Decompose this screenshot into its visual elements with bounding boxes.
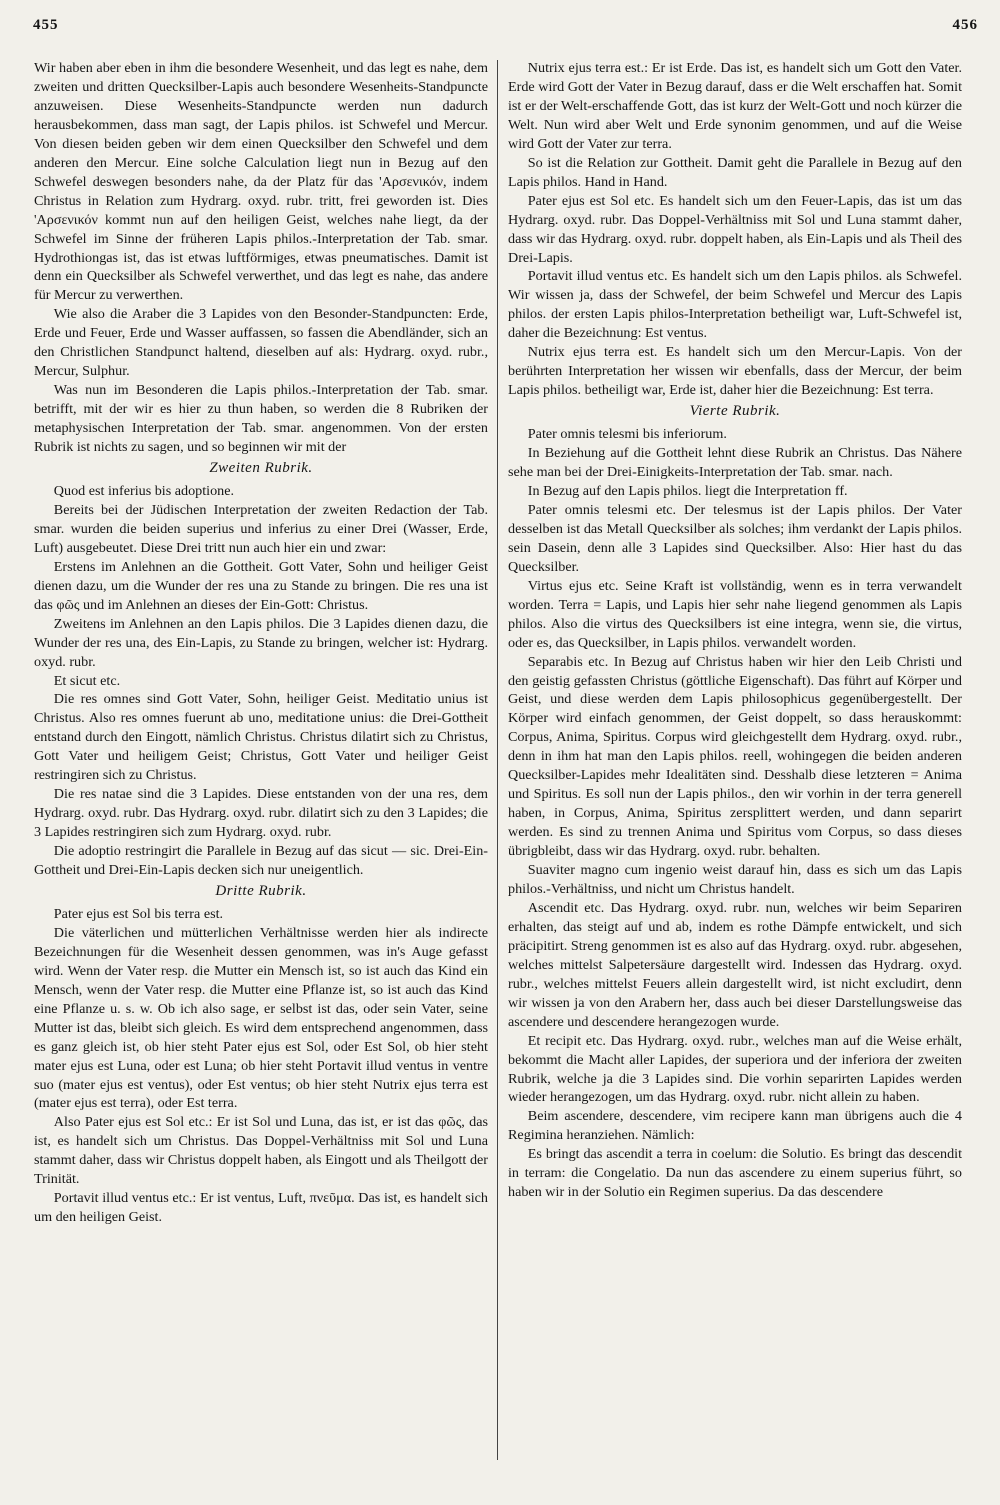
- paragraph: Zweitens im Anlehnen an den Lapis philos. Die 3 Lapides dienen dazu, die Wunder der res una, des Ein-Lapis, zu Stande zu bringen, welcher ist: Hydrarg. oxyd. rubr.: [34, 615, 488, 670]
- paragraph: In Bezug auf den Lapis philos. liegt die Interpretation ff.: [527, 482, 848, 499]
- paragraph: Bereits bei der Jüdischen Interpretation der zweiten Redaction der Tab. smar. wurden die beiden superius und inferius zu einer Drei (Wasser, Erde, Luft) ausgebeutet. Diese Drei tritt nun auch hier ein und zwar:: [34, 501, 488, 556]
- paragraph: Et recipit etc. Das Hydrarg. oxyd. rubr., welches man auf die Weise erhält, bekommt die Macht aller Lapides, der superiora und der inferiora der zweiten Rubrik, welche ja die 3 Lapides sind. Die vorhin separirten Lapides werden wieder herangezogen, um das Hydrarg. oxyd. rubr. nicht allein zu haben.: [508, 1032, 962, 1106]
- paragraph: Quod est inferius bis adoptione.: [53, 482, 235, 499]
- paragraph: Pater omnis telesmi etc. Der telesmus ist der Lapis philos. Der Vater desselben ist das Metall Quecksilber als solches; ihm verdankt der Lapis philos. sein Dasein, denn alle 3 Lapides sind Quecksilber. Also: Hier hast du das Quecksilber.: [508, 501, 962, 575]
- paragraph: Die res natae sind die 3 Lapides. Diese entstanden von der una res, dem Hydrarg. oxyd. rubr. Das Hydrarg. oxyd. rubr. dilatirt sich zu den 3 Lapides; die 3 Lapides restringiren sich zum Hydrarg. oxyd. rubr.: [34, 786, 488, 841]
- paragraph: Wie also die Araber die 3 Lapides von den Besonder-Standpuncten: Erde, Erde und Feuer, Erde und Wasser auffassen, so fassen die Abendländer, sich an den Christlichen Standpunct haltend, dieselben auf als: Hydrarg. oxyd. rubr., Mercur, Sulphur.: [34, 306, 488, 380]
- paragraph: Also Pater ejus est Sol etc.: Er ist Sol und Luna, das ist, er ist das φῶς, das ist, es handelt sich um Christus. Das Doppel-Verhältniss mit Sol und Luna stammt daher, dass wir Christus doppelt haben, als Eingott und als Theilgott der Trinität.: [34, 1114, 488, 1188]
- paragraph: In Beziehung auf die Gottheit lehnt diese Rubrik an Christus. Das Nähere sehe man bei der Drei-Einigkeits-Interpretation der Tab. smar. nach.: [508, 445, 962, 481]
- paragraph: Ascendit etc. Das Hydrarg. oxyd. rubr. nun, welches wir beim Separiren erhalten, das steigt auf und ab, indem es rothe Dämpfe entwickelt, und sich präcipitirt. Streng genommen ist es also auf das Hydrarg. oxyd. rubr. abgesehen, welches mittelst Salpetersäure dargestellt wird. Indessen das Hydrarg. oxyd. rubr., welches mittelst Feuers allein dargestellt wird, ist nicht excludirt, denn wir wissen ja von den Arabern her, dass auch bei dieser Darstellungsweise das ascendere und descendere herangezogen wurde.: [508, 899, 962, 1030]
- page-number-right: 456: [952, 17, 978, 33]
- page-number-left: 455: [33, 17, 59, 33]
- paragraph: Pater omnis telesmi bis inferiorum.: [527, 426, 727, 443]
- paragraph: Es bringt das ascendit a terra in coelum: die Solutio. Es bringt das descendit in terram: die Congelatio. Da nun das ascendere zu einem superius führt, so haben wir in der Solutio ein Regimen superius. Da das descendere: [508, 1146, 962, 1201]
- paragraph: Virtus ejus etc. Seine Kraft ist vollständig, wenn es in terra verwandelt worden. Terra = Lapis, und Lapis hier sehr nahe liegend genommen als Lapis philos. Also die virtus des Quecksilbers ist eine integra, wenn sie, die virtus, oder es, das Quecksilber, in Lapis philos. verwandelt worden.: [508, 577, 962, 651]
- paragraph: Separabis etc. In Bezug auf Christus haben wir hier den Leib Christi und den geistig gefassten Christus (göttliche Eigenschaft). Das führt auf Körper und Geist, und diese werden dem Lapis philosophicus gegenübergestellt. Der Körper wird einfach genommen, der Geist doppelt, so dass herauskommt: Corpus, Anima, Spiritus. Corpus wird gleichgestellt dem Hydrarg. oxyd. rubr., denn in ihm hat man den Lapis philos. reell, wohingegen die beiden anderen Quecksilber-Lapides mehr Idealitäten sind. Desshalb diese letzteren = Anima und Spiritus. Es soll nun der Lapis philos., den wir vorhin in der terra generell haben, in Corpus, Anima, Spiritus zersplittert werden, und dann separirt werden. Es sind zu trennen Anima und Spiritus vom Corpus, so dass dieses übrigbleibt, dass wir das Hydrarg. oxyd. rubr. behalten.: [508, 653, 962, 860]
- section-heading-dritte-rubrik: Dritte Rubrik.: [215, 882, 307, 899]
- column-divider: [497, 60, 498, 1460]
- paragraph: Erstens im Anlehnen an die Gottheit. Gott Vater, Sohn und heiliger Geist dienen dazu, um die Wunder der res una zu Stande zu bringen. Die res una ist das φῶς und im Anlehnen an dieses der Ein-Gott: Christus.: [34, 558, 488, 613]
- paragraph: Wir haben aber eben in ihm die besondere Wesenheit, und das legt es nahe, dem zweiten und dritten Quecksilber-Lapis auch besondere Wesenheits-Standpuncte anzuweisen. Diese Wesenheits-Standpuncte werden nun dadurch herausbekommen, dass man sagt, der Lapis philos. ist Schwefel und Mercur. Von diesen beiden geben wir dem einen Quecksilber den Schwefel und dem anderen den Mercur. Eine solche Calculation liegt nun in Bezug auf den Schwefel deswegen besonders nahe, da der Platz für das 'Αρσενικόν, indem Christus in Relation zum Hydrarg. oxyd. rubr. tritt, frei geworden ist. Dies 'Αρσενικόν kommt nun auf den heiligen Geist, welches nahe liegt, da der Schwefel im Sinne der früheren Lapis philos.-Interpretation der Tab. smar. Hydrothiongas ist, das ist etwas luftförmiges, etwas pneumatisches. Damit ist denn ein Quecksilber als Schwefel verwerthet, und das legt es nahe, das andere für Mercur zu verwerthen.: [34, 60, 488, 304]
- paragraph: Pater ejus est Sol bis terra est.: [53, 905, 224, 922]
- paragraph: Beim ascendere, descendere, vim recipere kann man übrigens auch die 4 Regimina heranziehen. Nämlich:: [508, 1108, 962, 1144]
- paragraph: Die väterlichen und mütterlichen Verhältnisse werden hier als indirecte Bezeichnungen für die Wesenheit dessen genommen, was in's Auge gefasst wird. Wenn der Vater resp. die Mutter ein Mensch ist, so ist auch das Kind ein Mensch, wenn der Vater resp. die Mutter eine Pflanze ist, so ist auch das Kind eine Pflanze u. s. w. Ob ich also sage, er selbst ist das, oder sein Vater, seine Mutter ist das, bleibt sich gleich. Es wird dem entsprechend angenommen, dass es ganz gleich ist, ob hier steht Pater ejus est Sol, oder Est Sol, ob hier steht mater ejus est Luna, oder est Luna; ob hier steht Portavit illud ventus in ventre suo (mater ejus est ventus), oder Est ventus; ob hier steht Nutrix ejus terra est (mater ejus est terra), oder Est terra.: [34, 924, 488, 1112]
- paragraph: Die adoptio restringirt die Parallele in Bezug auf das sicut — sic. Drei-Ein-Gottheit und Drei-Ein-Lapis decken sich nur uneigentlich.: [34, 843, 488, 879]
- paragraph: Suaviter magno cum ingenio weist darauf hin, dass es sich um das Lapis philos.-Verhältniss, und nicht um Christus handelt.: [508, 862, 962, 897]
- paragraph: Portavit illud ventus etc.: Er ist ventus, Luft, πνεῦμα. Das ist, es handelt sich um den heiligen Geist.: [34, 1190, 488, 1226]
- section-heading-vierte-rubrik: Vierte Rubrik.: [689, 403, 781, 420]
- paragraph: Portavit illud ventus etc. Es handelt sich um den Lapis philos. als Schwefel. Wir wissen ja, dass der Schwefel, der beim Schwefel und Mercur des Lapis philos. der ersten Lapis philos-Interpretation betheiligt war, Luft-Schwefel ist, daher die Bezeichnung: Est ventus.: [508, 268, 962, 342]
- paragraph: Was nun im Besonderen die Lapis philos.-Interpretation der Tab. smar. betrifft, mit der wir es hier zu thun haben, so werden die 8 Rubriken der metaphysischen Interpretation der Tab. smar. angenommen. Von der ersten Rubrik ist nichts zu sagen, und so beginnen wir mit der: [34, 382, 488, 456]
- paragraph: Pater ejus est Sol etc. Es handelt sich um den Feuer-Lapis, das ist um das Hydrarg. oxyd. rubr. Das Doppel-Verhältniss mit Sol und Luna stammt daher, dass wir das Hydrarg. oxyd. rubr. doppelt haben, als Ein-Lapis und als Theil des Drei-Lapis.: [508, 192, 962, 266]
- left-column: [34, 59, 488, 1227]
- paragraph: Die res omnes sind Gott Vater, Sohn, heiliger Geist. Meditatio unius ist Christus. Also res omnes fuerunt ab uno, meditatione unius: die Drei-Gottheit entstand durch den Eingott, nämlich Christus. Christus dilatirt sich zu Christus, Gott Vater und heiligem Geist; Christus, Gott Vater und heiliger Geist restringiren sich zu Christus.: [34, 691, 488, 784]
- right-column: [508, 59, 962, 1202]
- paragraph: Nutrix ejus terra est.: Er ist Erde. Das ist, es handelt sich um Gott den Vater. Erde wird Gott der Vater in Bezug darauf, dass er die Welt erschaffen hat. Somit ist er der Welt-erschaffende Gott, das ist kurz der Welt-Gott und noch kürzer die Welt. Nun wird aber Welt und Erde synonim genommen, und auf die Weise wird Gott der Vater zur terra.: [508, 60, 962, 152]
- paragraph: So ist die Relation zur Gottheit. Damit geht die Parallele in Bezug auf den Lapis philos. Hand in Hand.: [508, 154, 962, 190]
- section-heading-zweite-rubrik: Zweiten Rubrik.: [209, 460, 313, 477]
- paragraph: Nutrix ejus terra est. Es handelt sich um den Mercur-Lapis. Von der berührten Interpretation her wissen wir ebenfalls, dass der Mercur, der beim Lapis philos. betheiligt war, Erde ist, daher hier die Bezeichnung: Est terra.: [508, 344, 962, 399]
- paragraph: Et sicut etc.: [53, 672, 121, 689]
